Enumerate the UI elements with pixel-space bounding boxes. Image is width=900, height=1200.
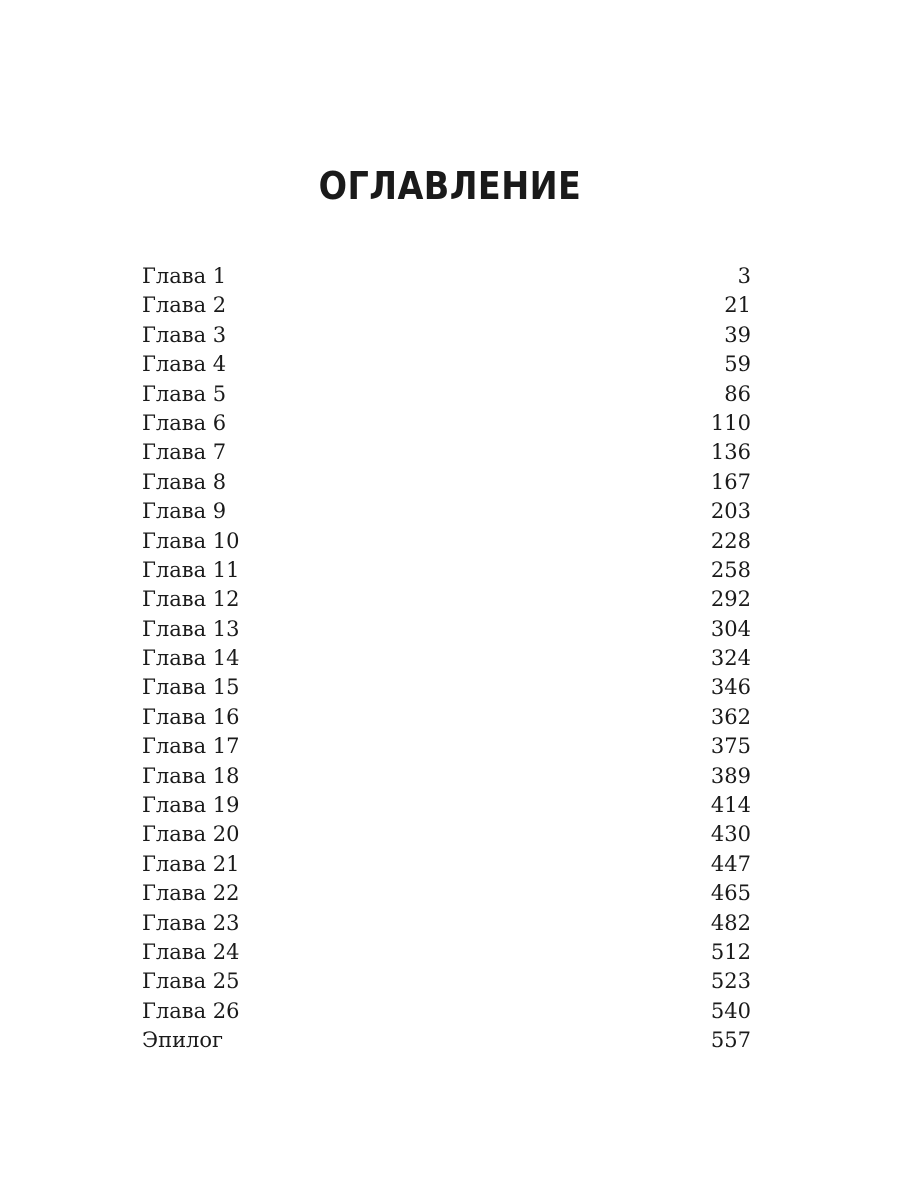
toc-entry[interactable] [142, 291, 751, 320]
toc-entry[interactable] [142, 909, 751, 938]
toc-entry[interactable] [142, 967, 751, 996]
table-of-contents [142, 262, 751, 1056]
toc-entry[interactable] [142, 585, 751, 614]
toc-entry-label: Глава 15 [142, 675, 240, 700]
toc-entry[interactable] [142, 703, 751, 732]
toc-entry-label: Глава 10 [142, 528, 240, 553]
toc-entry-label: Глава 21 [142, 851, 240, 876]
toc-entry[interactable] [142, 820, 751, 849]
toc-entry[interactable] [142, 615, 751, 644]
toc-entry[interactable] [142, 879, 751, 908]
toc-entry-page-number: 375 [710, 734, 751, 759]
toc-entry[interactable] [142, 644, 751, 673]
toc-entry-label: Глава 5 [142, 381, 227, 406]
toc-entry-page-number: 136 [710, 440, 751, 465]
toc-entry-label: Глава 17 [142, 734, 240, 759]
toc-entry[interactable] [142, 527, 751, 556]
toc-entry-label: Глава 8 [142, 469, 227, 494]
toc-entry-label: Глава 12 [142, 587, 240, 612]
toc-entry-label: Эпилог [142, 1028, 224, 1053]
toc-entry-page-number: 430 [710, 822, 751, 847]
toc-entry-label: Глава 25 [142, 969, 240, 994]
toc-entry[interactable] [142, 409, 751, 438]
toc-entry[interactable] [142, 850, 751, 879]
toc-entry-label: Глава 11 [142, 557, 240, 582]
toc-entry-label: Глава 4 [142, 352, 227, 377]
toc-entry[interactable] [142, 321, 751, 350]
toc-entry-label: Глава 19 [142, 793, 240, 818]
toc-entry-page-number: 258 [710, 557, 751, 582]
toc-entry-label: Глава 13 [142, 616, 240, 641]
toc-entry-label: Глава 26 [142, 998, 240, 1023]
toc-entry-page-number: 228 [710, 528, 751, 553]
toc-entry[interactable] [142, 556, 751, 585]
toc-entry[interactable] [142, 673, 751, 702]
toc-entry[interactable] [142, 732, 751, 761]
toc-entry-page-number: 292 [710, 587, 751, 612]
toc-entry-page-number: 557 [710, 1028, 751, 1053]
toc-entry-page-number: 512 [710, 939, 751, 964]
toc-entry-label: Глава 24 [142, 939, 240, 964]
toc-entry[interactable] [142, 468, 751, 497]
toc-entry-page-number: 523 [710, 969, 751, 994]
toc-entry-page-number: 39 [724, 322, 751, 347]
toc-entry-page-number: 389 [710, 763, 751, 788]
toc-entry[interactable] [142, 380, 751, 409]
toc-entry[interactable] [142, 997, 751, 1026]
toc-entry-page-number: 465 [710, 881, 751, 906]
toc-entry[interactable] [142, 350, 751, 379]
toc-entry[interactable] [142, 938, 751, 967]
toc-entry-label: Глава 20 [142, 822, 240, 847]
toc-entry[interactable] [142, 497, 751, 526]
toc-entry-label: Глава 2 [142, 293, 227, 318]
toc-entry-label: Глава 14 [142, 646, 240, 671]
toc-entry-page-number: 167 [710, 469, 751, 494]
toc-entry-page-number: 346 [710, 675, 751, 700]
toc-entry[interactable] [142, 1026, 751, 1055]
toc-entry-page-number: 203 [710, 499, 751, 524]
toc-entry-page-number: 3 [737, 264, 751, 288]
toc-entry-label: Глава 1 [142, 264, 227, 288]
toc-entry-page-number: 21 [724, 293, 751, 318]
toc-entry-page-number: 324 [710, 646, 751, 671]
toc-entry[interactable] [142, 762, 751, 791]
toc-entry-page-number: 414 [710, 793, 751, 818]
toc-entry-page-number: 304 [710, 616, 751, 641]
toc-entry-label: Глава 3 [142, 322, 227, 347]
toc-entry-page-number: 86 [724, 381, 751, 406]
toc-entry-label: Глава 6 [142, 410, 227, 435]
toc-entry-page-number: 362 [710, 704, 751, 729]
toc-entry-label: Глава 23 [142, 910, 240, 935]
toc-entry[interactable] [142, 438, 751, 467]
toc-entry-page-number: 482 [710, 910, 751, 935]
toc-entry-page-number: 110 [710, 410, 751, 435]
toc-entry[interactable] [142, 791, 751, 820]
toc-entry-label: Глава 7 [142, 440, 227, 465]
toc-entry-page-number: 447 [710, 851, 751, 876]
toc-entry-page-number: 59 [724, 352, 751, 377]
toc-entry[interactable] [142, 262, 751, 291]
toc-entry-label: Глава 22 [142, 881, 240, 906]
toc-entry-page-number: 540 [710, 998, 751, 1023]
toc-entry-label: Глава 9 [142, 499, 227, 524]
toc-entry-label: Глава 16 [142, 704, 240, 729]
page-title: ОГЛАВЛЕНИЕ [318, 164, 582, 208]
toc-entry-label: Глава 18 [142, 763, 240, 788]
